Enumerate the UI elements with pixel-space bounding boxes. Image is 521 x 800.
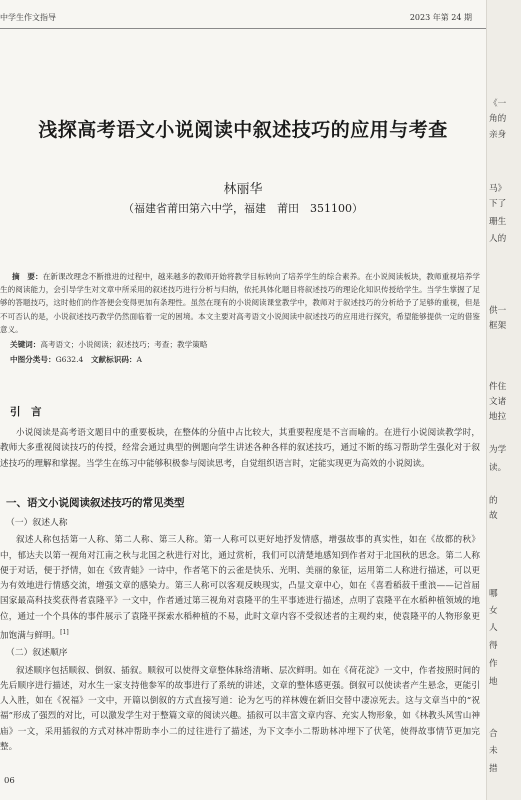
doc-code: A: [136, 355, 143, 365]
running-head: [0, 8, 486, 30]
abstract-block: [0, 270, 480, 366]
adjacent-fragment: 供一: [489, 306, 507, 316]
author-affiliation: （福建省莆田第六中学，福建 莆田 351100）: [123, 202, 363, 215]
keywords-label: 关键词：: [10, 340, 41, 350]
intro-paragraph: 小说阅读是高考语文题目中的重要板块，在整体的分值中占比较大，其重要程度是不言而喻的。在进行小说阅读教学时，教师大多重视阅读技巧的传授，经常会通过典型的例题向学生讲述各种各样的叙述技巧，通过不断的练习帮助学生强化对于叙述技巧的理解和掌握。当学生在练习中能够积极参与阅读思考，自觉组织语言时，定能实现更为高效的小说阅读。: [0, 428, 480, 469]
adjacent-fragment: 为学: [489, 445, 507, 455]
citation-mark: [1]: [60, 629, 69, 637]
adjacent-fragment: 角的: [489, 114, 507, 124]
adjacent-fragment: 未: [489, 746, 498, 756]
section1-body: [0, 514, 480, 755]
journal-name: 中学生作文指导: [0, 13, 56, 22]
page-number: 06: [4, 776, 15, 786]
adjacent-fragment: 下了: [489, 199, 507, 209]
sub1-paragraph: [0, 533, 480, 644]
abstract-label: 摘 要：: [12, 272, 43, 281]
adjacent-fragment: 哪: [489, 589, 498, 599]
intro-heading: 引 言: [10, 406, 42, 418]
doc-code-label: 文献标识码：: [90, 355, 137, 365]
adjacent-fragment: 《一: [489, 99, 507, 109]
adjacent-fragment: 的: [489, 496, 498, 506]
adjacent-fragment: 作: [489, 659, 498, 669]
classification-line: [10, 353, 480, 366]
adjacent-fragment: 合: [489, 729, 498, 739]
header-rule: [0, 28, 486, 29]
adjacent-fragment: 地: [489, 677, 498, 687]
abstract-paragraph: [0, 270, 480, 336]
sub2-heading: （二）叙述顺序: [6, 648, 68, 659]
sub2-paragraph: 叙述顺序包括顺叙、倒叙、插叙。顺叙可以使得文章整体脉络清晰、层次鲜明。如在《荷花淀》一文中，作者按照时间的先后顺序进行描述，对水生一家支持他参军的故事进行了系统的讲述，文章的整体感更强。倒叙可以使读者产生悬念，更能引人入胜，如在《祝福》一文中，开篇以倒叙的方式直接写道：论为乞丐的祥林嫂在新旧交替中凄凉死去。这与文章当中的“祝福”形成了强烈的对比，可以激发学生对于整篇文章的阅读兴趣。插叙可以丰富文章内容、充实人物形象，如《林教头风雪山神庙》一文，采用插叙的方式对林冲帮助李小二的过往进行了描述，为下文李小二帮助林冲埋下了伏笔，使得故事情节更加完整。: [0, 665, 480, 753]
keywords-text: 高考语文；小说阅读；叙述技巧；考查；教学策略: [40, 340, 208, 350]
intro-body: [0, 426, 480, 472]
classification-label: 中图分类号：: [10, 355, 56, 365]
article-title: 浅探高考语文小说阅读中叙述技巧的应用与考查: [38, 119, 448, 141]
adjacent-fragment: 措: [489, 764, 498, 774]
sub1-text: 叙述人称包括第一人称、第二人称、第三人称。第一人称可以更好地抒发情感，增强故事的真实性，如在《故都的秋》中，郁达夫以第一视角对江南之秋与北国之秋进行对比，通过赏析，我们可以清楚地感知到作者对于北国秋的思念。第二人称便于对话，便于抒情，如在《致青蛙》一诗中，作者笔下的云雀是快乐、光明、美丽的象征，运用第二人称进行描述，可以更为有效地进行情感交流，增强文章的感染力。第三人称可以客观反映现实，凸显文章中心，如在《喜看稻菽千重浪——记首届国家最高科技奖获得者袁隆平》一文中，作者通过第三视角对袁隆平的生平事迹进行描述，点明了袁隆平在水稻种植领域的地位，通过一个个具体的事件展示了袁隆平探索水稻种植的不易，此时文章内容不受叙述者的主观约束，使袁隆平的人物形象更加饱满与鲜明。: [0, 535, 480, 641]
issue-number: 2023 年第 24 期: [409, 13, 472, 22]
sub1-heading: （一）叙述人称: [6, 518, 68, 528]
keywords-line: [10, 338, 480, 351]
abstract-text: 在新课改理念不断推进的过程中，越来越多的教师开始将教学目标转向了培养学生的综合素养。在小说阅读板块，教师重视培养学生的阅读能力，会引导学生对文章中所采用的叙述技巧进行分析与归纳，依托具体化题目将叙述技巧的理论化知识传授给学生。当学生掌握了足够的答题技巧，这时他们的作答便会变得更加有条理性。虽然在现有的小说阅读课堂教学中，教师对于叙述技巧的分析给予了足够的重视，但是不可否认的是，小说叙述技巧教学仍然面临着一定的困境。本文主要对高考语文小说阅读中叙述技巧的应用进行探究，希望能够提供一定的借鉴意义。: [0, 272, 481, 334]
author-name: 林丽华: [223, 182, 263, 197]
adjacent-fragment: 框架: [489, 321, 507, 331]
adjacent-fragment: 读。: [489, 463, 507, 473]
section1-heading: 一、语文小说阅读叙述技巧的常见类型: [6, 497, 185, 509]
adjacent-fragment: 文诸: [489, 397, 507, 407]
adjacent-fragment: 女: [489, 606, 498, 616]
adjacent-fragment: 亲身: [489, 130, 507, 140]
adjacent-fragment: 件住: [489, 382, 507, 392]
adjacent-fragment: 故: [489, 511, 498, 521]
adjacent-fragment: 珊生: [489, 217, 507, 227]
adjacent-fragment: 马》: [489, 184, 507, 194]
adjacent-fragment: 人的: [489, 234, 507, 244]
adjacent-fragment: 人: [489, 623, 498, 633]
classification-code: G632.4: [55, 355, 84, 365]
adjacent-fragment: 得: [489, 641, 498, 651]
adjacent-fragment: 地拉: [489, 412, 507, 422]
